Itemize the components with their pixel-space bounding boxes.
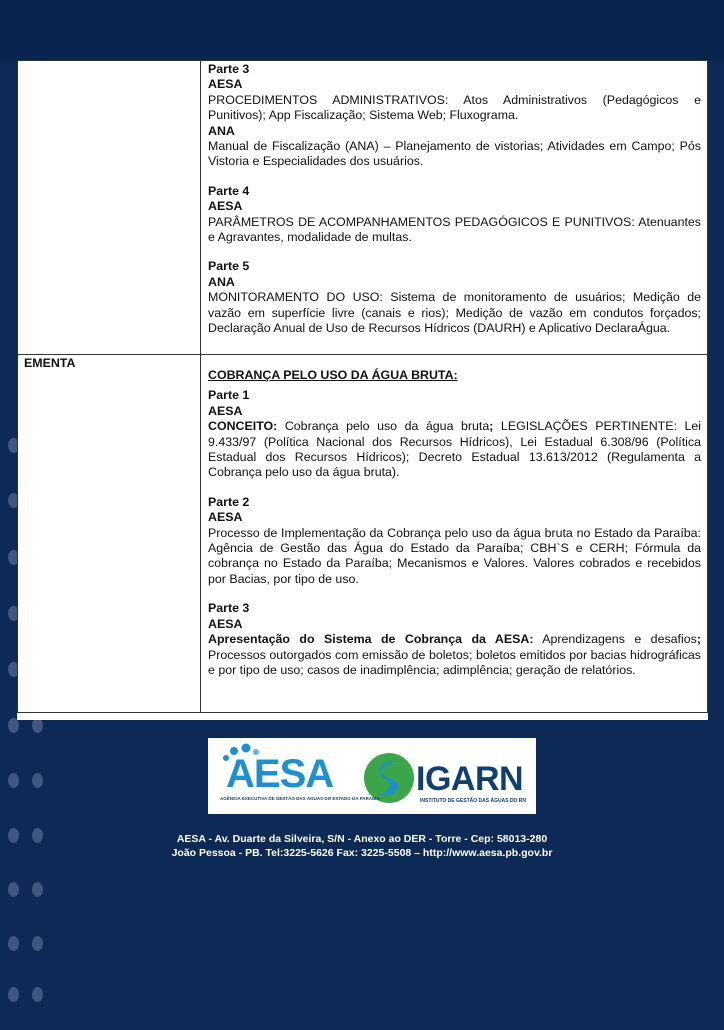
part-text: PROCEDIMENTOS ADMINISTRATIVOS: Atos Administrativos (Pedagógicos e Punitivos); App Fiscalização; Sistema Web; Fluxograma. — [208, 92, 701, 123]
part-title: Parte 2 — [208, 494, 250, 509]
document-page — [17, 60, 708, 720]
part-title: Parte 5 — [208, 259, 250, 274]
org-name: ANA — [208, 274, 235, 289]
content-cell-ementa — [201, 355, 708, 713]
part-text: MONITORAMENTO DO USO: Sistema de monitoramento de usuários; Medição de vazão em superfície livre (canais e rios); Medição de vazão em condutos forçados; Declaração Anual de Uso de Recursos Hídricos (DAURH) e Aplicativo DeclaraÁgua. — [208, 290, 701, 336]
footer-contact: João Pessoa - PB. Tel:3225-5626 Fax: 3225-5508 – http://www.aesa.pb.gov.br — [171, 847, 553, 859]
org-name: AESA — [208, 77, 243, 92]
syllabus-table — [17, 60, 708, 713]
part-title: Parte 4 — [208, 183, 250, 198]
table-row-partes — [18, 61, 708, 355]
part-title: Parte 1 — [208, 388, 250, 403]
part-text: PARÂMETROS DE ACOMPANHAMENTOS PEDAGÓGICOS E PUNITIVOS: Atenuantes e Agravantes, modalidade de multas. — [208, 214, 701, 245]
igarn-logo: IGARN — [416, 760, 524, 798]
content-cell-partes — [201, 61, 708, 355]
part-title: Parte 3 — [208, 62, 250, 76]
aesa-logo-caption: AGÊNCIA EXECUTIVA DE GESTÃO DAS ÁGUAS DO ESTADO DA PARAÍBA — [220, 796, 380, 801]
org-name: AESA — [208, 510, 243, 525]
org-name: AESA — [208, 403, 243, 418]
aesa-logo: AESA — [226, 752, 334, 796]
part-text: CONCEITO: Cobrança pelo uso da água bruta; LEGISLAÇÕES PERTINENTE: Lei 9.433/97 (Política Nacional dos Recursos Hídricos), Lei Estadual 6.308/96 (Política Estadual dos Recursos Hídricos); Decreto Estadual 13.613/2012 (Regulamenta a Cobrança pelo uso da água bruta). — [208, 419, 702, 480]
org-name: AESA — [208, 199, 243, 214]
part-text: Manual de Fiscalização (ANA) – Planejamento de vistorias; Atividades em Campo; Pós Vistoria e Especialidades dos usuários. — [208, 139, 701, 169]
igarn-logo-caption: INSTITUTO DE GESTÃO DAS ÁGUAS DO RN — [420, 798, 527, 804]
section-heading: COBRANÇA PELO USO DA ÁGUA BRUTA: — [208, 368, 458, 382]
label-cell-empty — [18, 61, 201, 355]
part-title: Parte 3 — [208, 601, 250, 616]
partner-logos — [208, 738, 536, 814]
org-name: AESA — [208, 616, 243, 631]
table-row-ementa — [18, 355, 708, 713]
org-name: ANA — [208, 123, 235, 138]
footer-address: AESA - Av. Duarte da Silveira, S/N - Anexo ao DER - Torre - Cep: 58013-280 — [176, 833, 548, 845]
ementa-label: EMENTA — [18, 355, 201, 713]
part-text: Processo de Implementação da Cobrança pelo uso da água bruta no Estado da Paraíba: Agência de Gestão das Água do Estado da Paraíba; CBH`S e CERH; Fórmula da cobrança no Estado da Paraíba; Mecanismos e Valores. Valores cobrados e recebidos por Bacias, por tipo de uso. — [208, 525, 701, 586]
part-text: Apresentação do Sistema de Cobrança da AESA: Aprendizagens e desafios; Processos outorgados com emissão de boletos; boletos emitidos por bacias hidrográficas e por tipo de uso; casos de inadimplência; adimplência; geração de relatórios. — [208, 632, 701, 677]
top-band — [0, 0, 724, 60]
